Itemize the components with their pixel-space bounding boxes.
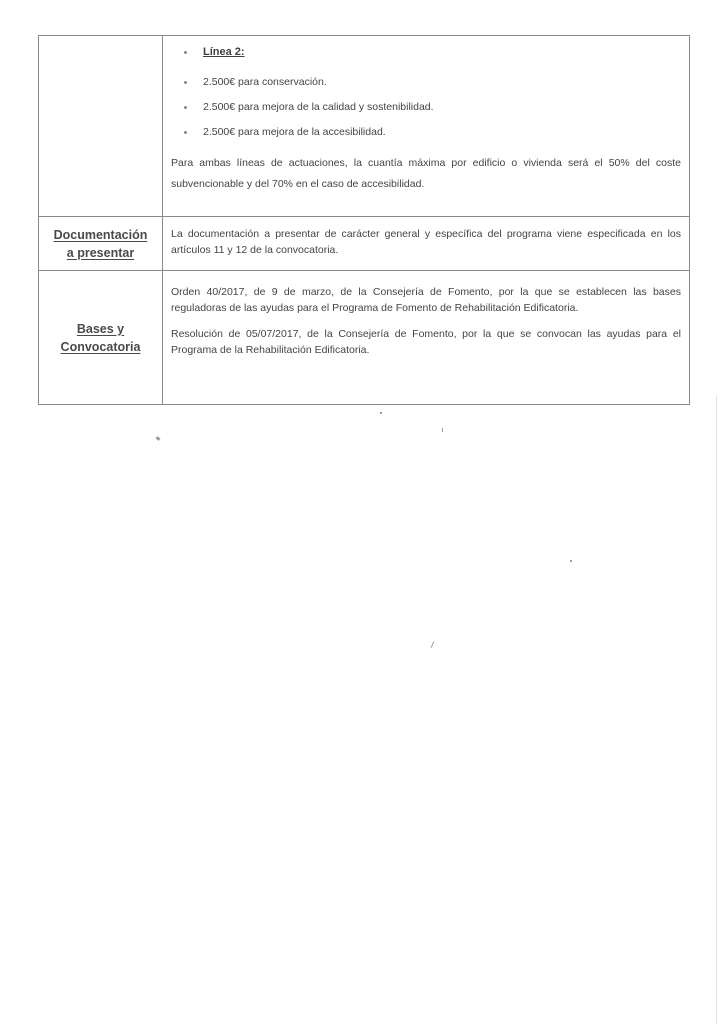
table-row-amounts-line2 [39,36,690,217]
orden-paragraph: Orden 40/2017, de 9 de marzo, de la Consejería de Fomento, por la que se establecen las bases reguladoras de las ayudas para el Programa de Fomento de Rehabilitación Edificatoria. [171,286,681,314]
row-content-documentation [163,217,690,271]
row-content-amounts [163,36,690,217]
bullet-icon [184,106,187,109]
scan-speck [442,428,443,432]
bullet-icon [184,131,187,134]
list-item [171,74,681,91]
amount-conservation: 2.500€ para conservación. [203,76,327,88]
scan-speck [156,436,161,441]
row-label-empty [39,36,163,217]
scan-speck [570,560,572,562]
list-item [171,124,681,141]
scanned-page-edge [716,395,717,1024]
table-row-documentation [39,217,690,271]
amount-accessibility: 2.500€ para mejora de la accesibilidad. [203,126,386,138]
list-item-heading [171,44,681,61]
amounts-list [171,44,681,141]
scan-speck [431,641,435,648]
label-line: Documentación [53,227,148,242]
table-row-bases-convocatoria [39,271,690,405]
resolucion-paragraph: Resolución de 05/07/2017, de la Consejería de Fomento, por la que se convocan las ayudas para el Programa de la Rehabilitación Edificatoria. [171,328,681,356]
bullet-icon [184,51,187,54]
line-2-heading: Línea 2: [203,46,245,58]
label-line: a presentar [66,245,135,260]
scan-speck [380,412,382,414]
label-line: Convocatoria [60,339,141,354]
bullet-icon [184,81,187,84]
max-amount-paragraph: Para ambas líneas de actuaciones, la cuantía máxima por edificio o vivienda será el 50% del coste subvencionable y del 70% en el caso de accesibilidad. [171,157,681,190]
label-line: Bases y [76,321,125,336]
documentation-paragraph: La documentación a presentar de carácter general y específica del programa viene especificada en los artículos 11 y 12 de la convocatoria. [171,228,681,256]
row-label-documentation [39,217,163,271]
program-info-table [38,35,690,405]
row-label-bases [39,271,163,405]
list-item [171,99,681,116]
row-content-bases [163,271,690,405]
amount-quality-sustainability: 2.500€ para mejora de la calidad y sostenibilidad. [203,101,434,113]
